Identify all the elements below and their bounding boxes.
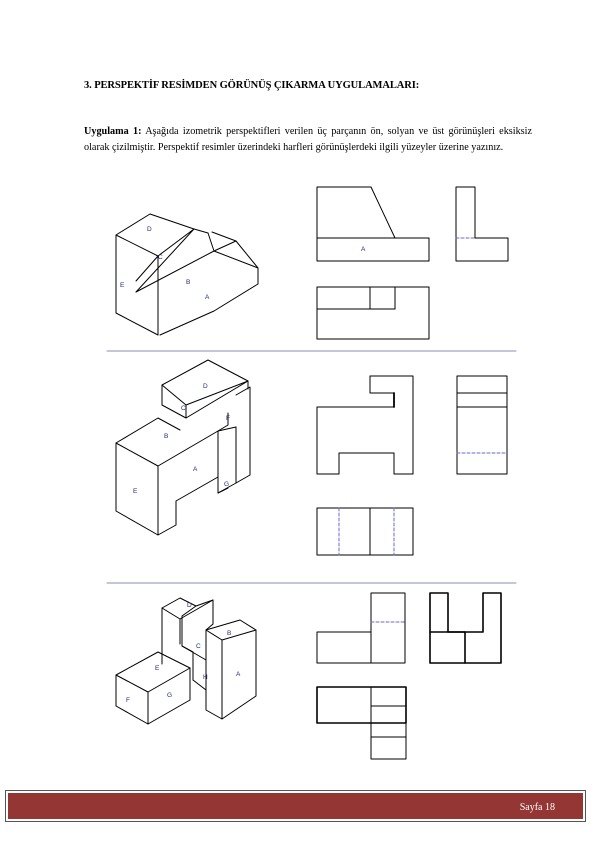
iso2-label-F: F	[226, 415, 230, 422]
exercise1-side-view	[456, 187, 508, 261]
exercise3-isometric	[116, 598, 256, 724]
iso1-label-A: A	[205, 294, 210, 301]
iso2-label-C: C	[181, 405, 186, 412]
iso3-label-D: D	[187, 602, 192, 609]
iso2-label-G: G	[224, 481, 230, 488]
iso1-label-E: E	[120, 282, 125, 289]
iso2-label-E: E	[133, 488, 138, 495]
exercise1-isometric	[116, 214, 258, 335]
iso1-label-D: D	[147, 226, 152, 233]
exercise1-top-view	[317, 287, 429, 339]
exercise3-top-view	[317, 687, 406, 759]
iso3-label-G: G	[167, 692, 173, 699]
iso2-label-B: B	[164, 433, 169, 440]
footer	[5, 790, 586, 822]
iso3-label-E: E	[155, 665, 160, 672]
iso2-label-A: A	[193, 466, 198, 473]
view1-label-A: A	[361, 246, 366, 253]
page-number: Sayfa 18	[519, 802, 555, 813]
exercise2-front-view	[317, 376, 413, 474]
exercise2-isometric	[116, 360, 250, 535]
iso3-label-F: F	[126, 697, 130, 704]
section-heading: 3. PERSPEKTİF RESİMDEN GÖRÜNÜŞ ÇIKARMA UYGULAMALARI:	[84, 80, 420, 91]
iso3-label-H: H	[203, 674, 208, 681]
exercise-lead: Uygulama 1:	[84, 126, 142, 137]
exercise3-side-view	[430, 593, 501, 663]
footer-bar	[8, 793, 583, 819]
exercise3-front-view	[317, 593, 405, 663]
exercise1-front-view	[317, 187, 429, 261]
iso1-label-C: C	[158, 254, 163, 261]
iso3-label-B: B	[227, 630, 232, 637]
exercise2-top-view	[317, 508, 413, 555]
iso1-label-B: B	[186, 279, 191, 286]
iso2-label-D: D	[203, 383, 208, 390]
exercise-text: Aşağıda izometrik perspektifleri verilen üç parçanın ön, solyan ve üst görünüşleri eksiksiz olarak çizilmiştir. Perspektif resimler üzerindeki harfleri görünüşlerdeki ilgili yüzeyler üzerine yazınız.	[84, 126, 532, 154]
exercise2-side-view	[457, 376, 507, 474]
iso3-label-C: C	[196, 643, 201, 650]
iso3-label-A: A	[236, 671, 241, 678]
